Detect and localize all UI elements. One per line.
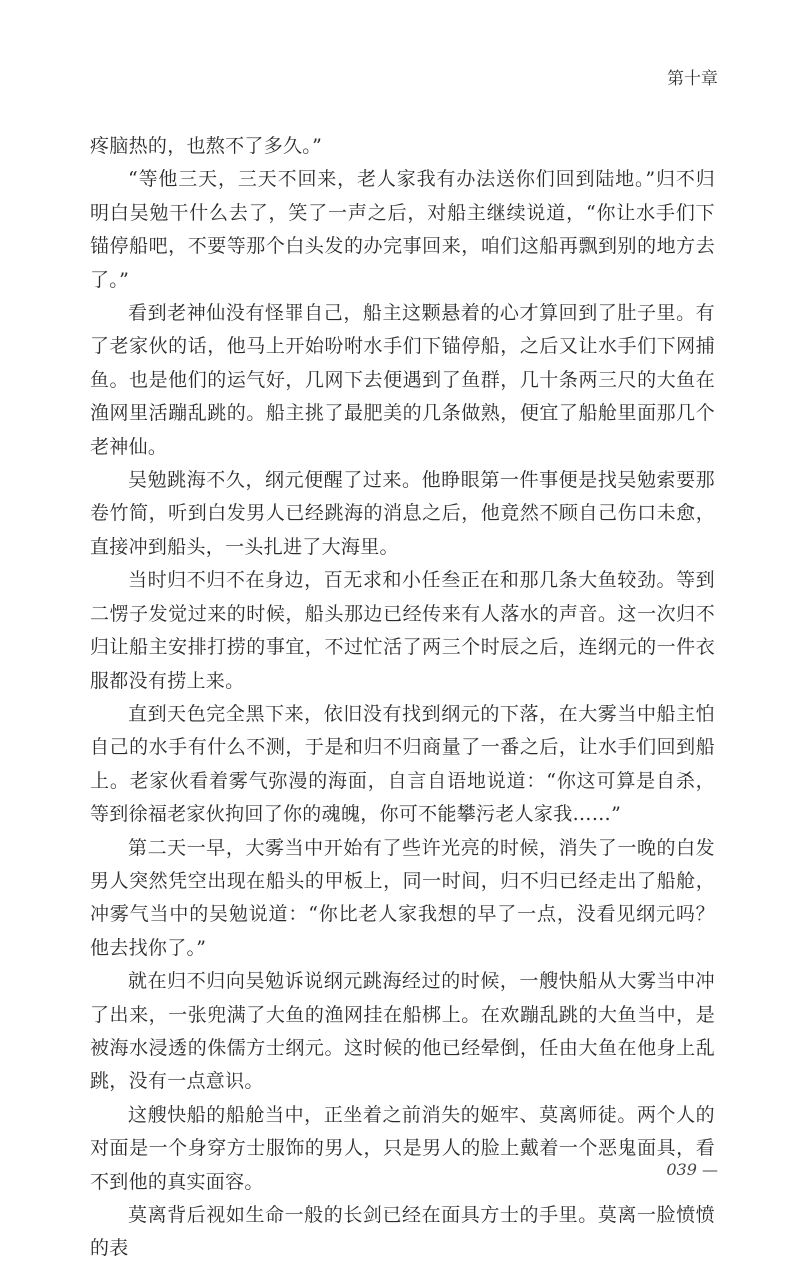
body-text [90,130,715,1266]
paragraph: 直到天色完全黑下来，依旧没有找到纲元的下落，在大雾当中船主怕自己的水手有什么不测，于是和归不归商量了一番之后，让水手们回到船上。老家伙看着雾气弥漫的海面，自言自语地说道：“你这可算是自杀，等到徐福老家伙拘回了你的魂魄，你可不能攀污老人家我……” [90,702,715,826]
paragraph: 看到老神仙没有怪罪自己，船主这颗悬着的心才算回到了肚子里。有了老家伙的话，他马上开始吩咐水手们下锚停船，之后又让水手们下网捕鱼。也是他们的运气好，几网下去便遇到了鱼群，几十条两三尺的大鱼在渔网里活蹦乱跳的。船主挑了最肥美的几条做熟，便宜了船舱里面那几个老神仙。 [90,302,715,458]
paragraph: 这艘快船的船舱当中，正坐着之前消失的姬牢、莫离师徒。两个人的对面是一个身穿方士服饰的男人，只是男人的脸上戴着一个恶鬼面具，看不到他的真实面容。 [90,1103,715,1193]
paragraph: 疼脑热的，也熬不了多久。” [90,135,323,157]
paragraph: 莫离背后视如生命一般的长剑已经在面具方士的手里。莫离一脸愤愤的表 [90,1204,715,1260]
paragraph: 第二天一早，大雾当中开始有了些许光亮的时候，消失了一晚的白发男人突然凭空出现在船头的甲板上，同一时间，归不归已经走出了船舱，冲雾气当中的吴勉说道：“你比老人家我想的早了一点，没看见纲元吗？他去找你了。” [90,836,715,959]
paragraph: 就在归不归向吴勉诉说纲元跳海经过的时候，一艘快船从大雾当中冲了出来，一张兜满了大鱼的渔网挂在船梆上。在欢蹦乱跳的大鱼当中，是被海水浸透的侏儒方士纲元。这时候的他已经晕倒，任由大鱼在他身上乱跳，没有一点意识。 [90,970,715,1093]
paragraph: 当时归不归不在身边，百无求和小任叁正在和那几条大鱼较劲。等到二愣子发觉过来的时候，船头那边已经传来有人落水的声音。这一次归不归让船主安排打捞的事宜，不过忙活了两三个时辰之后，连纲元的一件衣服都没有捞上来。 [90,569,715,692]
paragraph: “等他三天，三天不回来，老人家我有办法送你们回到陆地。”归不归明白吴勉干什么去了，笑了一声之后，对船主继续说道，“你让水手们下锚停船吧，不要等那个白头发的办完事回来，咱们这船再飘到别的地方去了。” [90,168,715,291]
paragraph: 吴勉跳海不久，纲元便醒了过来。他睁眼第一件事便是找吴勉索要那卷竹简，听到白发男人已经跳海的消息之后，他竟然不顾自己伤口未愈，直接冲到船头，一头扎进了大海里。 [90,469,715,558]
page-number: 039 — [666,1160,718,1179]
chapter-running-head: 第十章 [667,69,718,89]
